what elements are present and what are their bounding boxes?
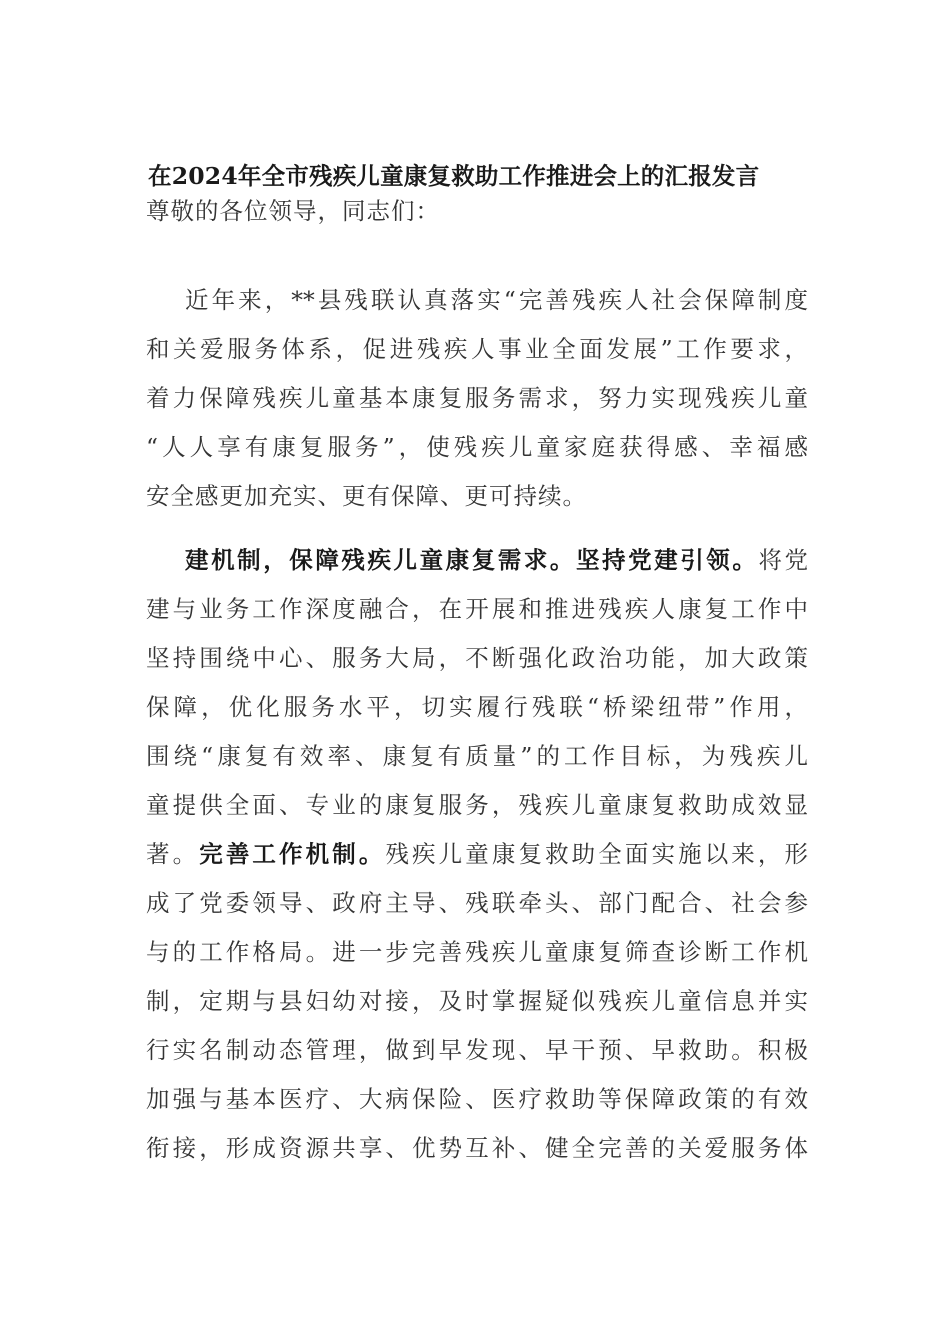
paragraph-2-line: 制，定期与县妇幼对接，及时掌握疑似残疾儿童信息并实	[146, 987, 808, 1015]
paragraph-1-line: 近年来，**县残联认真落实“完善残疾人社会保障制度	[185, 286, 808, 314]
paragraph-2-line: 童提供全面、专业的康复服务，残疾儿童康复救助成效显	[146, 791, 808, 819]
paragraph-2-line: 加强与基本医疗、大病保险、医疗救助等保障政策的有效	[146, 1085, 808, 1113]
subsection-heading: 完善工作机制。	[199, 840, 386, 868]
paragraph-2-line: 行实名制动态管理，做到早发现、早干预、早救助。积极	[146, 1036, 808, 1064]
paragraph-2-line	[146, 830, 808, 878]
paragraph-1-line: 和关爱服务体系，促进残疾人事业全面发展”工作要求，	[146, 335, 808, 363]
paragraph-2-text: 残疾儿童康复救助全面实施以来，形	[385, 840, 809, 868]
paragraph-2-line: 与的工作格局。进一步完善残疾儿童康复筛查诊断工作机	[146, 938, 808, 966]
paragraph-2-line: 衔接，形成资源共享、优势互补、健全完善的关爱服务体	[146, 1134, 808, 1162]
paragraph-2-line: 保障，优化服务水平，切实履行残联“桥梁纽带”作用，	[146, 693, 808, 721]
paragraph-2-line	[185, 536, 808, 584]
paragraph-1-line: 着力保障残疾儿童基本康复服务需求，努力实现残疾儿童	[146, 384, 808, 412]
paragraph-2-line: 坚持围绕中心、服务大局，不断强化政治功能，加大政策	[146, 644, 808, 672]
paragraph-2-line: 成了党委领导、政府主导、残联牵头、部门配合、社会参	[146, 889, 808, 917]
document-title: 在2024年全市残疾儿童康复救助工作推进会上的汇报发言	[148, 162, 760, 190]
paragraph-1-line: 安全感更加充实、更有保障、更可持续。	[146, 482, 587, 510]
paragraph-2-line: 围绕“康复有效率、康复有质量”的工作目标，为残疾儿	[146, 742, 808, 770]
paragraph-2-line: 建与业务工作深度融合，在开展和推进残疾人康复工作中	[146, 595, 808, 623]
paragraph-2-text: 将党	[758, 546, 809, 574]
section-heading: 建机制，保障残疾儿童康复需求。坚持党建引领。	[185, 546, 759, 574]
paragraph-2-text: 著。	[146, 840, 200, 868]
salutation: 尊敬的各位领导，同志们：	[146, 197, 440, 225]
paragraph-1-line: “人人享有康复服务”，使残疾儿童家庭获得感、幸福感	[146, 433, 808, 461]
